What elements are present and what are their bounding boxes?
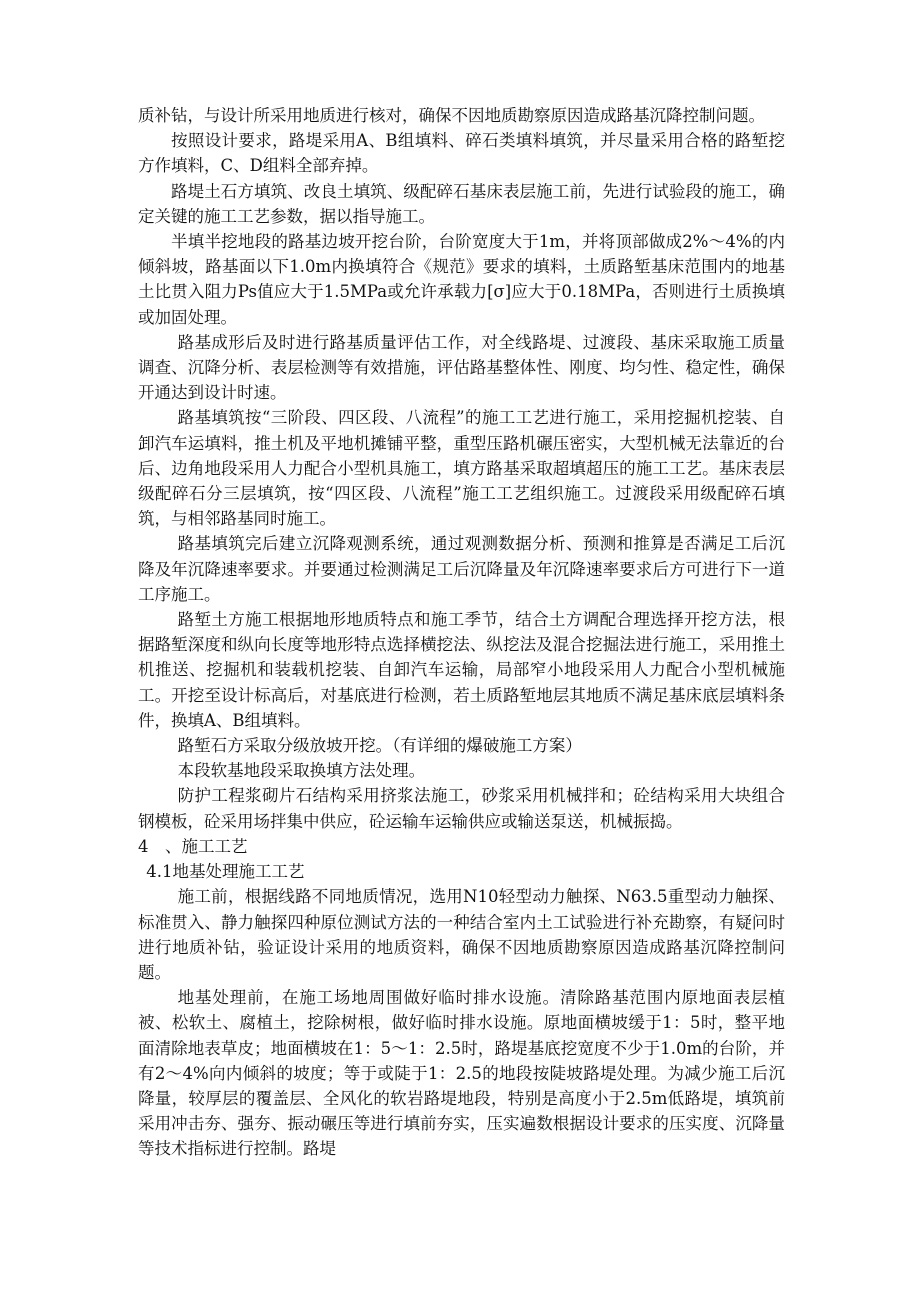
paragraph-p3: 路堤土石方填筑、改良土填筑、级配碎石基床表层施工前，先进行试验段的施工，确定关键的施工工艺参数，据以指导施工。	[138, 181, 785, 226]
paragraph-p9: 路堑石方采取分级放坡开挖。（有详细的爆破施工方案）	[177, 736, 582, 756]
paragraph-p6: 路基填筑按“三阶段、四区段、八流程”的施工工艺进行施工，采用挖掘机挖装、自卸汽车运填料，推土机及平地机摊铺平整，重型压路机碾压密实，大型机械无法靠近的台后、边角地段采用人力配合小型机具施工，填方路基采取超填超压的施工工艺。基床表层级配碎石分三层填筑，按“四区段、八流程”施工工艺组织施工。过渡段采用级配碎石填筑，与相邻路基同时施工。	[138, 408, 785, 529]
paragraph-p7: 路基填筑完后建立沉降观测系统，通过观测数据分析、预测和推算是否满足工后沉降及年沉降速率要求。并要通过检测满足工后沉降量及年沉降速率要求后方可进行下一道工序施工。	[138, 534, 785, 604]
paragraph-p1: 质补钻，与设计所采用地质进行核对，确保不因地质勘察原因造成路基沉降控制问题。	[138, 106, 765, 125]
paragraph-p11: 防护工程浆砌片石结构采用挤浆法施工，砂浆采用机械拌和；砼结构采用大块组合钢模板，砼采用场拌集中供应，砼运输车运输供应或输送泵送，机械振捣。	[138, 786, 785, 831]
subsection-heading: 4.1地基处理施工工艺	[146, 862, 305, 882]
paragraph-q2: 地基处理前，在施工场地周围做好临时排水设施。清除路基范围内原地面表层植被、松软土、腐植土，挖除树根，做好临时排水设施。原地面横坡缓于1：5时，整平地面清除地表草皮；地面横坡在1：5～1：2.5时，路堤基底挖宽度不少于1.0m的台阶，并有2～4%向内倾斜的坡度；等于或陡于1：2.5的地段按陡坡路堤处理。为减少施工后沉降量，较厚层的覆盖层、全风化的软岩路堤地段，特别是高度小于2.5m低路堤，填筑前采用冲击夯、强夯、振动碾压等进行填前夯实，压实遍数根据设计要求的压实度、沉降量等技术指标进行控制。路堤	[138, 988, 785, 1159]
section-heading: 4 、施工工艺	[138, 836, 248, 856]
paragraph-p2: 按照设计要求，路堤采用A、B组填料、碎石类填料填筑，并尽量采用合格的路堑挖方作填料，C、D组料全部弃掉。	[138, 131, 785, 176]
paragraph-p4: 半填半挖地段的路基边坡开挖台阶，台阶宽度大于1m，并将顶部做成2%～4%的内倾斜坡，路基面以下1.0m内换填符合《规范》要求的填料，土质路堑基床范围内的地基土比贯入阻力Ps值应大于1.5MPa或允许承载力[σ]应大于0.18MPa，否则进行土质换填或加固处理。	[138, 232, 785, 327]
paragraph-p8: 路堑土方施工根据地形地质特点和施工季节，结合土方调配合理选择开挖方法，根据路堑深度和纵向长度等地形特点选择横挖法、纵挖法及混合挖掘法进行施工，采用推土机推送、挖掘机和装载机挖装、自卸汽车运输，局部窄小地段采用人力配合小型机械施工。开挖至设计标高后，对基底进行检测，若土质路堑地层其地质不满足基床底层填料条件，换填A、B组填料。	[138, 610, 785, 730]
paragraph-p10: 本段软基地段采取换填方法处理。	[177, 761, 426, 781]
paragraph-q1: 施工前，根据线路不同地质情况，选用N10轻型动力触探、N63.5重型动力触探、标准贯入、静力触探四种原位测试方法的一种结合室内土工试验进行补充勘察，有疑问时进行地质补钻，验证设计采用的地质资料，确保不因地质勘察原因造成路基沉降控制问题。	[138, 887, 785, 982]
paragraph-p5: 路基成形后及时进行路基质量评估工作，对全线路堤、过渡段、基床采取施工质量调查、沉降分析、表层检测等有效措施，评估路基整体性、刚度、均匀性、稳定性，确保开通达到设计时速。	[138, 332, 785, 403]
document-page	[138, 103, 785, 1162]
